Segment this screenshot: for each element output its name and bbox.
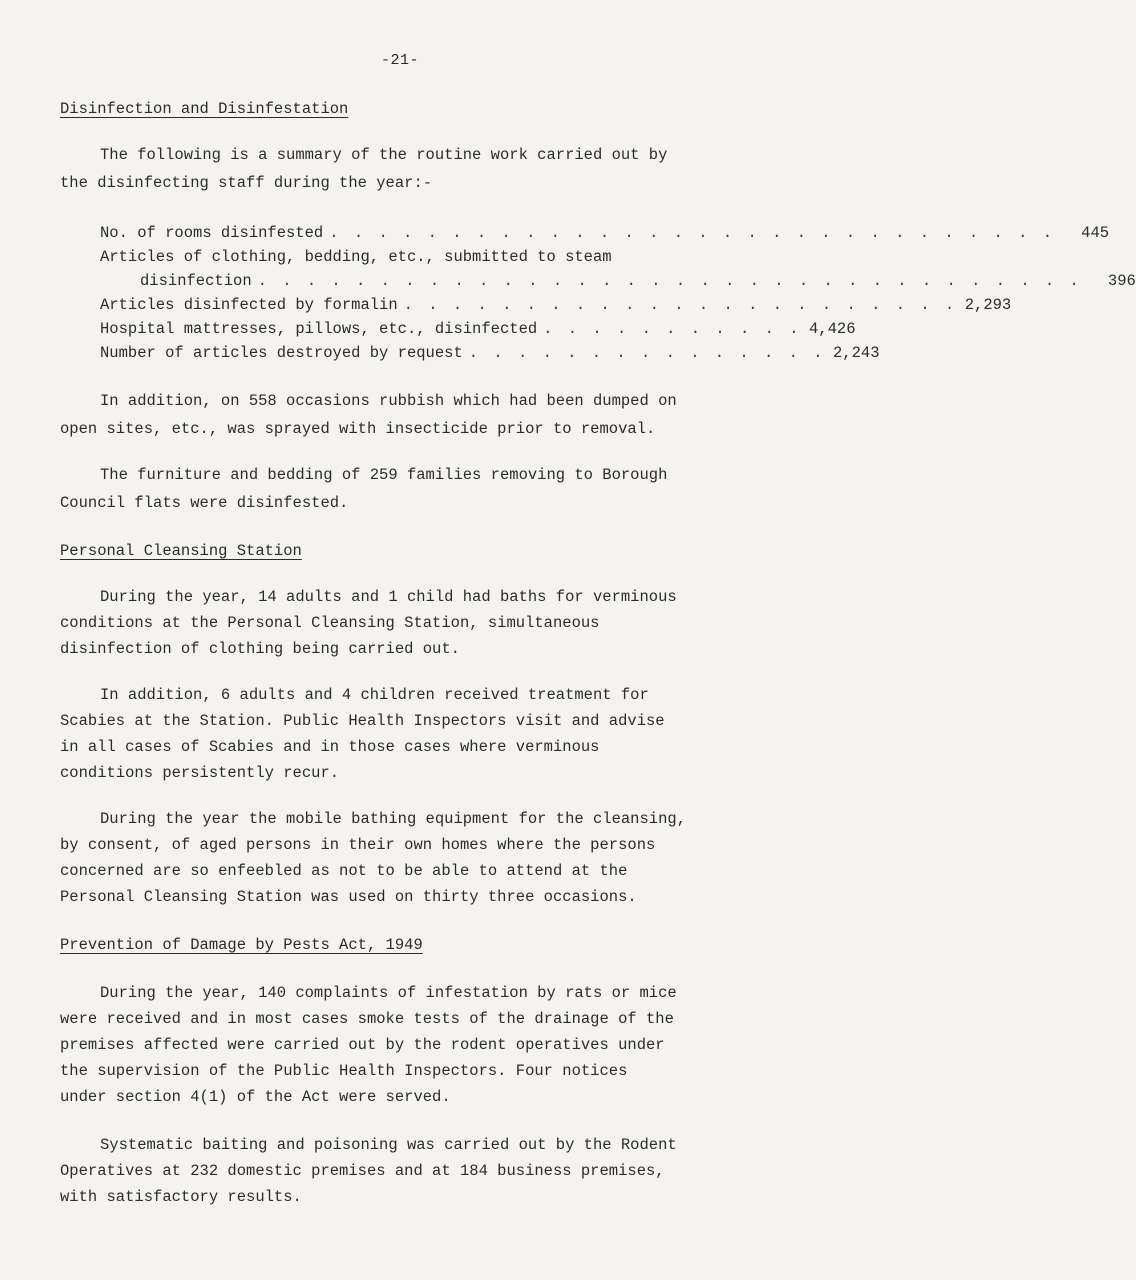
paragraph-line: Personal Cleansing Station was used on thirty three occasions. — [60, 888, 637, 906]
item-label: Number of articles destroyed by request — [100, 344, 463, 362]
list-item — [100, 320, 856, 344]
list-item — [100, 224, 1110, 248]
paragraph-line: The furniture and bedding of 259 families removing to Borough — [100, 466, 668, 484]
paragraph-line: concerned are so enfeebled as not to be able to attend at the — [60, 862, 628, 880]
section-heading-cleansing: Personal Cleansing Station — [60, 542, 302, 560]
paragraph-line: During the year, 140 complaints of infestation by rats or mice — [100, 984, 677, 1002]
paragraph-line: disinfection of clothing being carried out. — [60, 640, 460, 658]
section-heading-disinfection: Disinfection and Disinfestation — [60, 100, 349, 118]
leader-dots: . . . . . . . . . . . . . . . . . . . . . . . — [403, 296, 958, 314]
paragraph-line: were received and in most cases smoke tests of the drainage of the — [60, 1010, 674, 1028]
list-item — [140, 272, 1136, 296]
item-label: Articles of clothing, bedding, etc., submitted to steam — [100, 248, 612, 266]
paragraph-line: In addition, on 558 occasions rubbish which had been dumped on — [100, 392, 677, 410]
page-number: -21- — [380, 52, 419, 69]
item-label: Articles disinfected by formalin — [100, 296, 398, 314]
item-value: 4,426 — [809, 320, 856, 338]
leader-dots: . . . . . . . . . . . . . . . — [468, 344, 826, 362]
intro-line: the disinfecting staff during the year:- — [60, 174, 433, 192]
paragraph-line: by consent, of aged persons in their own homes where the persons — [60, 836, 656, 854]
paragraph-line: conditions persistently recur. — [60, 764, 340, 782]
item-label: No. of rooms disinfested — [100, 224, 324, 242]
list-item — [100, 296, 1012, 320]
paragraph-line: under section 4(1) of the Act were served. — [60, 1088, 451, 1106]
list-item — [100, 344, 880, 368]
leader-dots: . . . . . . . . . . . — [543, 320, 802, 338]
item-value: 2,243 — [833, 344, 880, 362]
paragraph-line: In addition, 6 adults and 4 children received treatment for — [100, 686, 649, 704]
leader-dots: . . . . . . . . . . . . . . . . . . . . . . . . . . . . . . . . . . — [257, 272, 1082, 290]
paragraph-line: in all cases of Scabies and in those cases where verminous — [60, 738, 600, 756]
paragraph-line: Council flats were disinfested. — [60, 494, 349, 512]
paragraph-line: open sites, etc., was sprayed with insecticide prior to removal. — [60, 420, 656, 438]
paragraph-line: conditions at the Personal Cleansing Station, simultaneous — [60, 614, 600, 632]
item-value: 2,293 — [964, 296, 1012, 314]
item-value: 396 — [1107, 272, 1136, 290]
paragraph-line: the supervision of the Public Health Inspectors. Four notices — [60, 1062, 628, 1080]
section-heading-pests: Prevention of Damage by Pests Act, 1949 — [60, 936, 423, 954]
paragraph-line: Scabies at the Station. Public Health Inspectors visit and advise — [60, 712, 665, 730]
item-label: Hospital mattresses, pillows, etc., disinfected — [100, 320, 538, 338]
leader-dots: . . . . . . . . . . . . . . . . . . . . . . . . . . . . . . — [329, 224, 1056, 242]
intro-line: The following is a summary of the routine work carried out by — [100, 146, 668, 164]
paragraph-line: premises affected were carried out by the rodent operatives under — [60, 1036, 665, 1054]
paragraph-line: with satisfactory results. — [60, 1188, 302, 1206]
item-value: 445 — [1081, 224, 1110, 242]
list-item — [100, 248, 768, 272]
paragraph-line: Systematic baiting and poisoning was carried out by the Rodent — [100, 1136, 677, 1154]
paragraph-line: Operatives at 232 domestic premises and at 184 business premises, — [60, 1162, 665, 1180]
paragraph-line: During the year, 14 adults and 1 child had baths for verminous — [100, 588, 677, 606]
paragraph-line: During the year the mobile bathing equipment for the cleansing, — [100, 810, 686, 828]
item-label: disinfection — [140, 272, 252, 290]
